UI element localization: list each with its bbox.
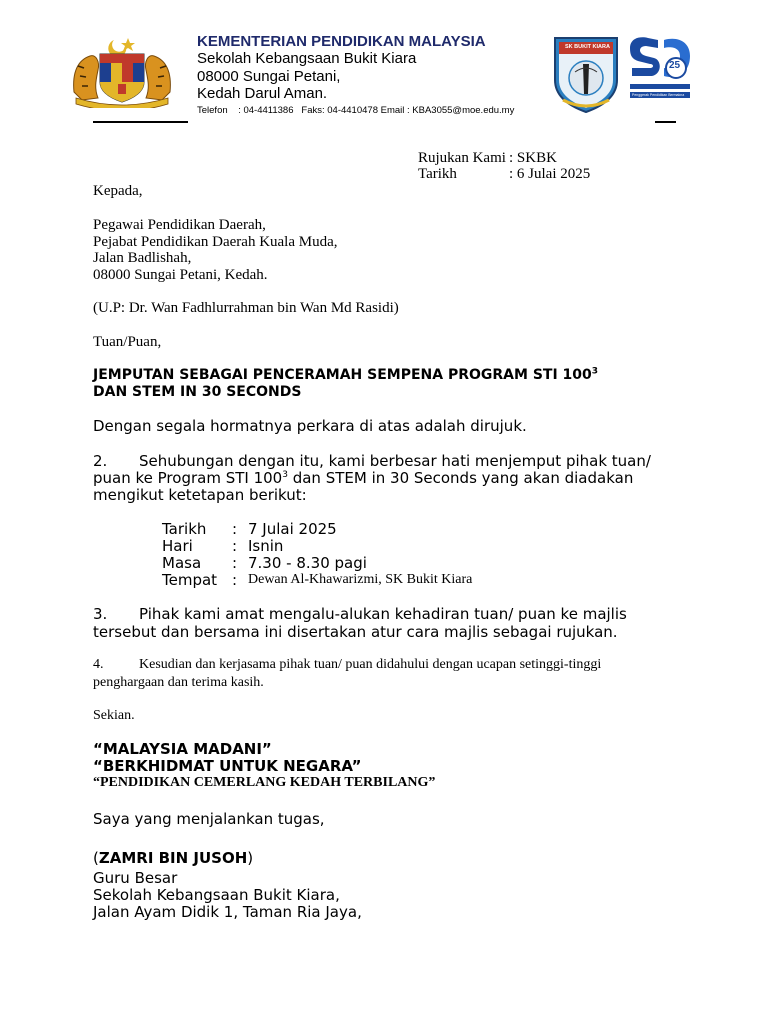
signatory-name: ZAMRI BIN JUSOH: [98, 849, 248, 867]
school-state: Kedah Darul Aman.: [197, 85, 328, 102]
detail-separator: :: [232, 520, 238, 538]
superscript: 3: [282, 470, 288, 480]
address-line: Pejabat Pendidikan Daerah Kuala Muda,: [93, 234, 338, 250]
address-line: 08000 Sungai Petani, Kedah.: [93, 267, 268, 283]
paragraph-1: Dengan segala hormatnya perkara di atas adalah dirujuk.: [93, 417, 527, 435]
detail-separator: :: [232, 537, 238, 555]
slogan-1: “MALAYSIA MADANI”: [93, 740, 272, 758]
slogan-3: “PENDIDIKAN CEMERLANG KEDAH TERBILANG”: [93, 775, 436, 790]
greeting: Tuan/Puan,: [93, 334, 162, 350]
signatory-street: Jalan Ayam Didik 1, Taman Ria Jaya,: [93, 903, 362, 921]
school-logo: [551, 34, 621, 114]
school-logo-text: SK BUKIT KIARA: [565, 44, 610, 50]
ministry-name: KEMENTERIAN PENDIDIKAN MALAYSIA: [197, 33, 486, 50]
paragraph-4-line-2: penghargaan dan terima kasih.: [93, 675, 264, 690]
reference-label: Rujukan Kami: [418, 150, 506, 166]
malaysia-coat-of-arms-logo: [68, 32, 176, 108]
detail-label: Masa: [162, 554, 202, 572]
paragraph-4-line-1: Kesudian dan kerjasama pihak tuan/ puan didahului dengan ucapan setinggi-tinggi: [139, 657, 602, 672]
paragraph-3-number: 3.: [93, 605, 108, 623]
salutation-to: Kepada,: [93, 183, 143, 199]
paragraph-2-line-3: mengikut ketetapan berikut:: [93, 486, 307, 504]
address-line: Jalan Badlishah,: [93, 250, 192, 266]
header-rule-right: [655, 121, 676, 123]
school-postcode-city: 08000 Sungai Petani,: [197, 68, 341, 85]
detail-value: Dewan Al-Khawarizmi, SK Bukit Kiara: [248, 572, 473, 587]
school-name: Sekolah Kebangsaan Bukit Kiara: [197, 50, 417, 67]
paren-open: (: [93, 849, 99, 867]
detail-separator: :: [232, 571, 238, 589]
paragraph-2-text: dan STEM in 30 Seconds yang akan diadakan: [287, 469, 634, 487]
signatory-title: Guru Besar: [93, 869, 178, 887]
signatory-name-line: [93, 849, 253, 867]
paragraph-4-number: 4.: [93, 657, 104, 672]
attention-line: (U.P: Dr. Wan Fadhlurrahman bin Wan Md Rasidi): [93, 300, 399, 316]
detail-value: 7 Julai 2025: [248, 520, 337, 538]
superscript: 3: [591, 366, 599, 377]
detail-separator: :: [232, 554, 238, 572]
paragraph-2-text: puan ke Program STI 100: [93, 469, 283, 487]
subject-line-2: DAN STEM IN 30 SECONDS: [93, 384, 302, 400]
ministry-25-badge-logo: [628, 34, 692, 102]
signatory-org: Sekolah Kebangsaan Bukit Kiara,: [93, 886, 340, 904]
detail-value: Isnin: [248, 537, 284, 555]
header-rule-left: [93, 121, 188, 123]
subject-line-1: [93, 367, 598, 383]
paren-close: ): [247, 849, 254, 867]
badge-number: 25: [669, 60, 681, 71]
detail-label: Hari: [162, 537, 193, 555]
date-value: : 6 Julai 2025: [509, 166, 591, 182]
date-label: Tarikh: [418, 166, 457, 182]
school-contact: Telefon : 04-4411386 Faks: 04-4410478 Email : KBA3055@moe.edu.my: [197, 105, 515, 116]
detail-label: Tarikh: [162, 520, 207, 538]
detail-label: Tempat: [162, 571, 218, 589]
slogan-2: “BERKHIDMAT UNTUK NEGARA”: [93, 757, 362, 775]
closing: Sekian.: [93, 708, 135, 723]
detail-value: 7.30 - 8.30 pagi: [248, 554, 367, 572]
paragraph-2-line-1: Sehubungan dengan itu, kami berbesar hati menjemput pihak tuan/: [139, 452, 651, 470]
subject-text: JEMPUTAN SEBAGAI PENCERAMAH SEMPENA PROGRAM STI 100: [93, 367, 592, 383]
paragraph-2-line-2: [93, 469, 633, 487]
signoff: Saya yang menjalankan tugas,: [93, 810, 325, 828]
paragraph-2-number: 2.: [93, 452, 108, 470]
badge-caption: Penggerak Pendidikan Bermakna: [632, 93, 685, 97]
paragraph-3-line-2: tersebut dan bersama ini disertakan atur cara majlis sebagai rujukan.: [93, 623, 618, 641]
reference-value: : SKBK: [509, 150, 557, 166]
address-line: Pegawai Pendidikan Daerah,: [93, 217, 266, 233]
paragraph-3-line-1: Pihak kami amat mengalu-alukan kehadiran tuan/ puan ke majlis: [139, 605, 627, 623]
